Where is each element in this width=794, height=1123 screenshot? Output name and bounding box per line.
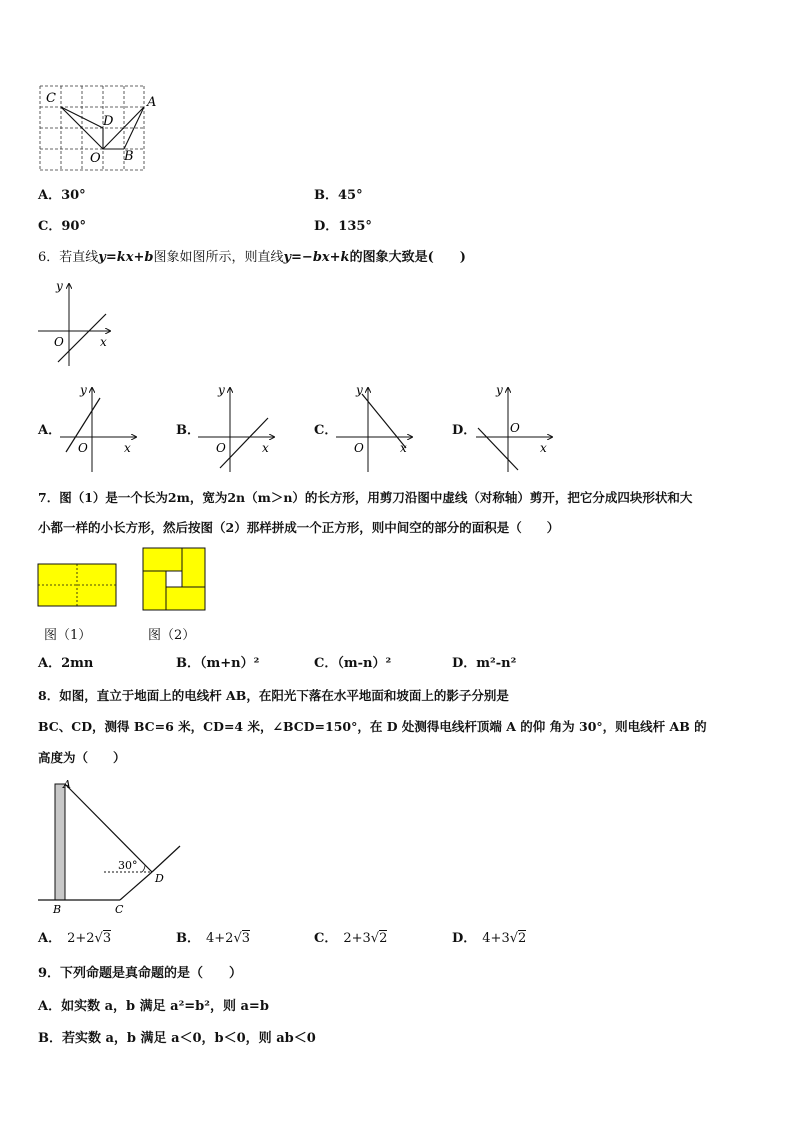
sqrt-icon: √ — [94, 931, 103, 946]
q8-option-d: D． 4+3√2 — [452, 931, 527, 946]
q7-option-d: D．m²-n² — [452, 656, 517, 671]
q7-fig2-caption: 图（2） — [148, 628, 196, 643]
q7-figure-2 — [142, 547, 208, 613]
q8-option-c: C． 2+3√2 — [314, 931, 388, 946]
q7-stem-line1: 7．图（1）是一个长为2m，宽为2n（m＞n）的长方形，用剪刀沿图中虚线（对称轴）剪开，把它分成四块形状和大 — [38, 490, 693, 505]
q8-angle-label: 30° — [118, 859, 138, 872]
q7-figure-1 — [36, 562, 120, 610]
q6-main-x: x — [100, 335, 107, 349]
q6-option-a-graph — [58, 382, 142, 474]
sqrt-icon: √ — [370, 931, 380, 946]
q6-option-d-letter: D． — [452, 423, 477, 438]
q8-option-a: A． 2+2√3 — [38, 931, 112, 946]
q8-stem-line3: 高度为（ ） — [38, 750, 126, 765]
q5-option-c: C．90° — [38, 219, 86, 234]
q9-option-b: B．若实数 a，b 满足 a＜0，b＜0，则 ab＜0 — [38, 1031, 316, 1046]
q6-option-d-graph — [474, 382, 558, 474]
q7-stem-line2: 小都一样的小长方形，然后按图（2）那样拼成一个正方形，则中间空的部分的面积是（ ） — [38, 520, 560, 535]
q6-stem: 6．若直线y=kx+b图象如图所示，则直线y=−bx+k的图象大致是( ) — [38, 250, 466, 265]
q6-option-c-letter: C． — [314, 423, 338, 438]
q6-b-o: O — [216, 441, 226, 455]
q6-c-y: y — [356, 383, 363, 397]
q6-b-y: y — [218, 383, 225, 397]
q6-option-b-letter: B． — [176, 423, 200, 438]
q6-d-o: O — [510, 421, 520, 435]
q5-option-b: B．45° — [314, 188, 363, 203]
q6-a-o: O — [78, 441, 88, 455]
q8-stem-line1: 8．如图，直立于地面上的电线杆 AB，在阳光下落在水平地面和坡面上的影子分别是 — [38, 688, 509, 703]
q8-figure — [38, 776, 188, 918]
q7-option-b: B．（m+n）² — [176, 656, 260, 671]
q8-label-c: C — [115, 903, 124, 916]
q6-d-x: x — [540, 441, 547, 455]
q6-main-y: y — [56, 279, 63, 293]
q5-label-c: C — [46, 91, 56, 106]
q6-c-x: x — [400, 441, 407, 455]
q5-label-b: B — [124, 149, 134, 164]
sqrt-icon: √ — [509, 931, 519, 946]
q7-fig1-caption: 图（1） — [44, 628, 92, 643]
q9-stem: 9．下列命题是真命题的是（ ） — [38, 966, 243, 981]
q6-option-a-letter: A． — [38, 423, 62, 438]
q8-option-b: B． 4+2√3 — [176, 931, 251, 946]
q5-option-d: D．135° — [314, 219, 372, 234]
q7-option-c: C．（m-n）² — [314, 656, 392, 671]
q6-a-y: y — [80, 383, 87, 397]
q6-c-o: O — [354, 441, 364, 455]
q8-label-b: B — [53, 903, 62, 916]
q5-option-a: A．30° — [38, 188, 86, 203]
q7-option-a: A．2mn — [38, 656, 94, 671]
q8-label-a: A — [63, 778, 71, 791]
q5-label-o: O — [90, 151, 101, 166]
q6-b-x: x — [262, 441, 269, 455]
sqrt-icon: √ — [233, 931, 242, 946]
q6-a-x: x — [124, 441, 131, 455]
q6-d-y: y — [496, 383, 503, 397]
q6-main-graph — [36, 278, 116, 370]
q8-stem-line2: BC、CD，测得 BC=6 米，CD=4 米，∠BCD=150°，在 D 处测得电线杆顶端 A 的仰 角为 30°，则电线杆 AB 的 — [38, 719, 707, 734]
q5-label-d: D — [103, 114, 114, 129]
q6-main-o: O — [54, 335, 64, 349]
q6-option-b-graph — [196, 382, 280, 474]
q5-label-a: A — [147, 95, 157, 110]
q8-label-d: D — [155, 872, 164, 885]
q5-grid-figure — [34, 82, 164, 174]
q9-option-a: A．如实数 a，b 满足 a²=b²，则 a=b — [38, 999, 269, 1014]
q6-option-c-graph — [334, 382, 418, 474]
